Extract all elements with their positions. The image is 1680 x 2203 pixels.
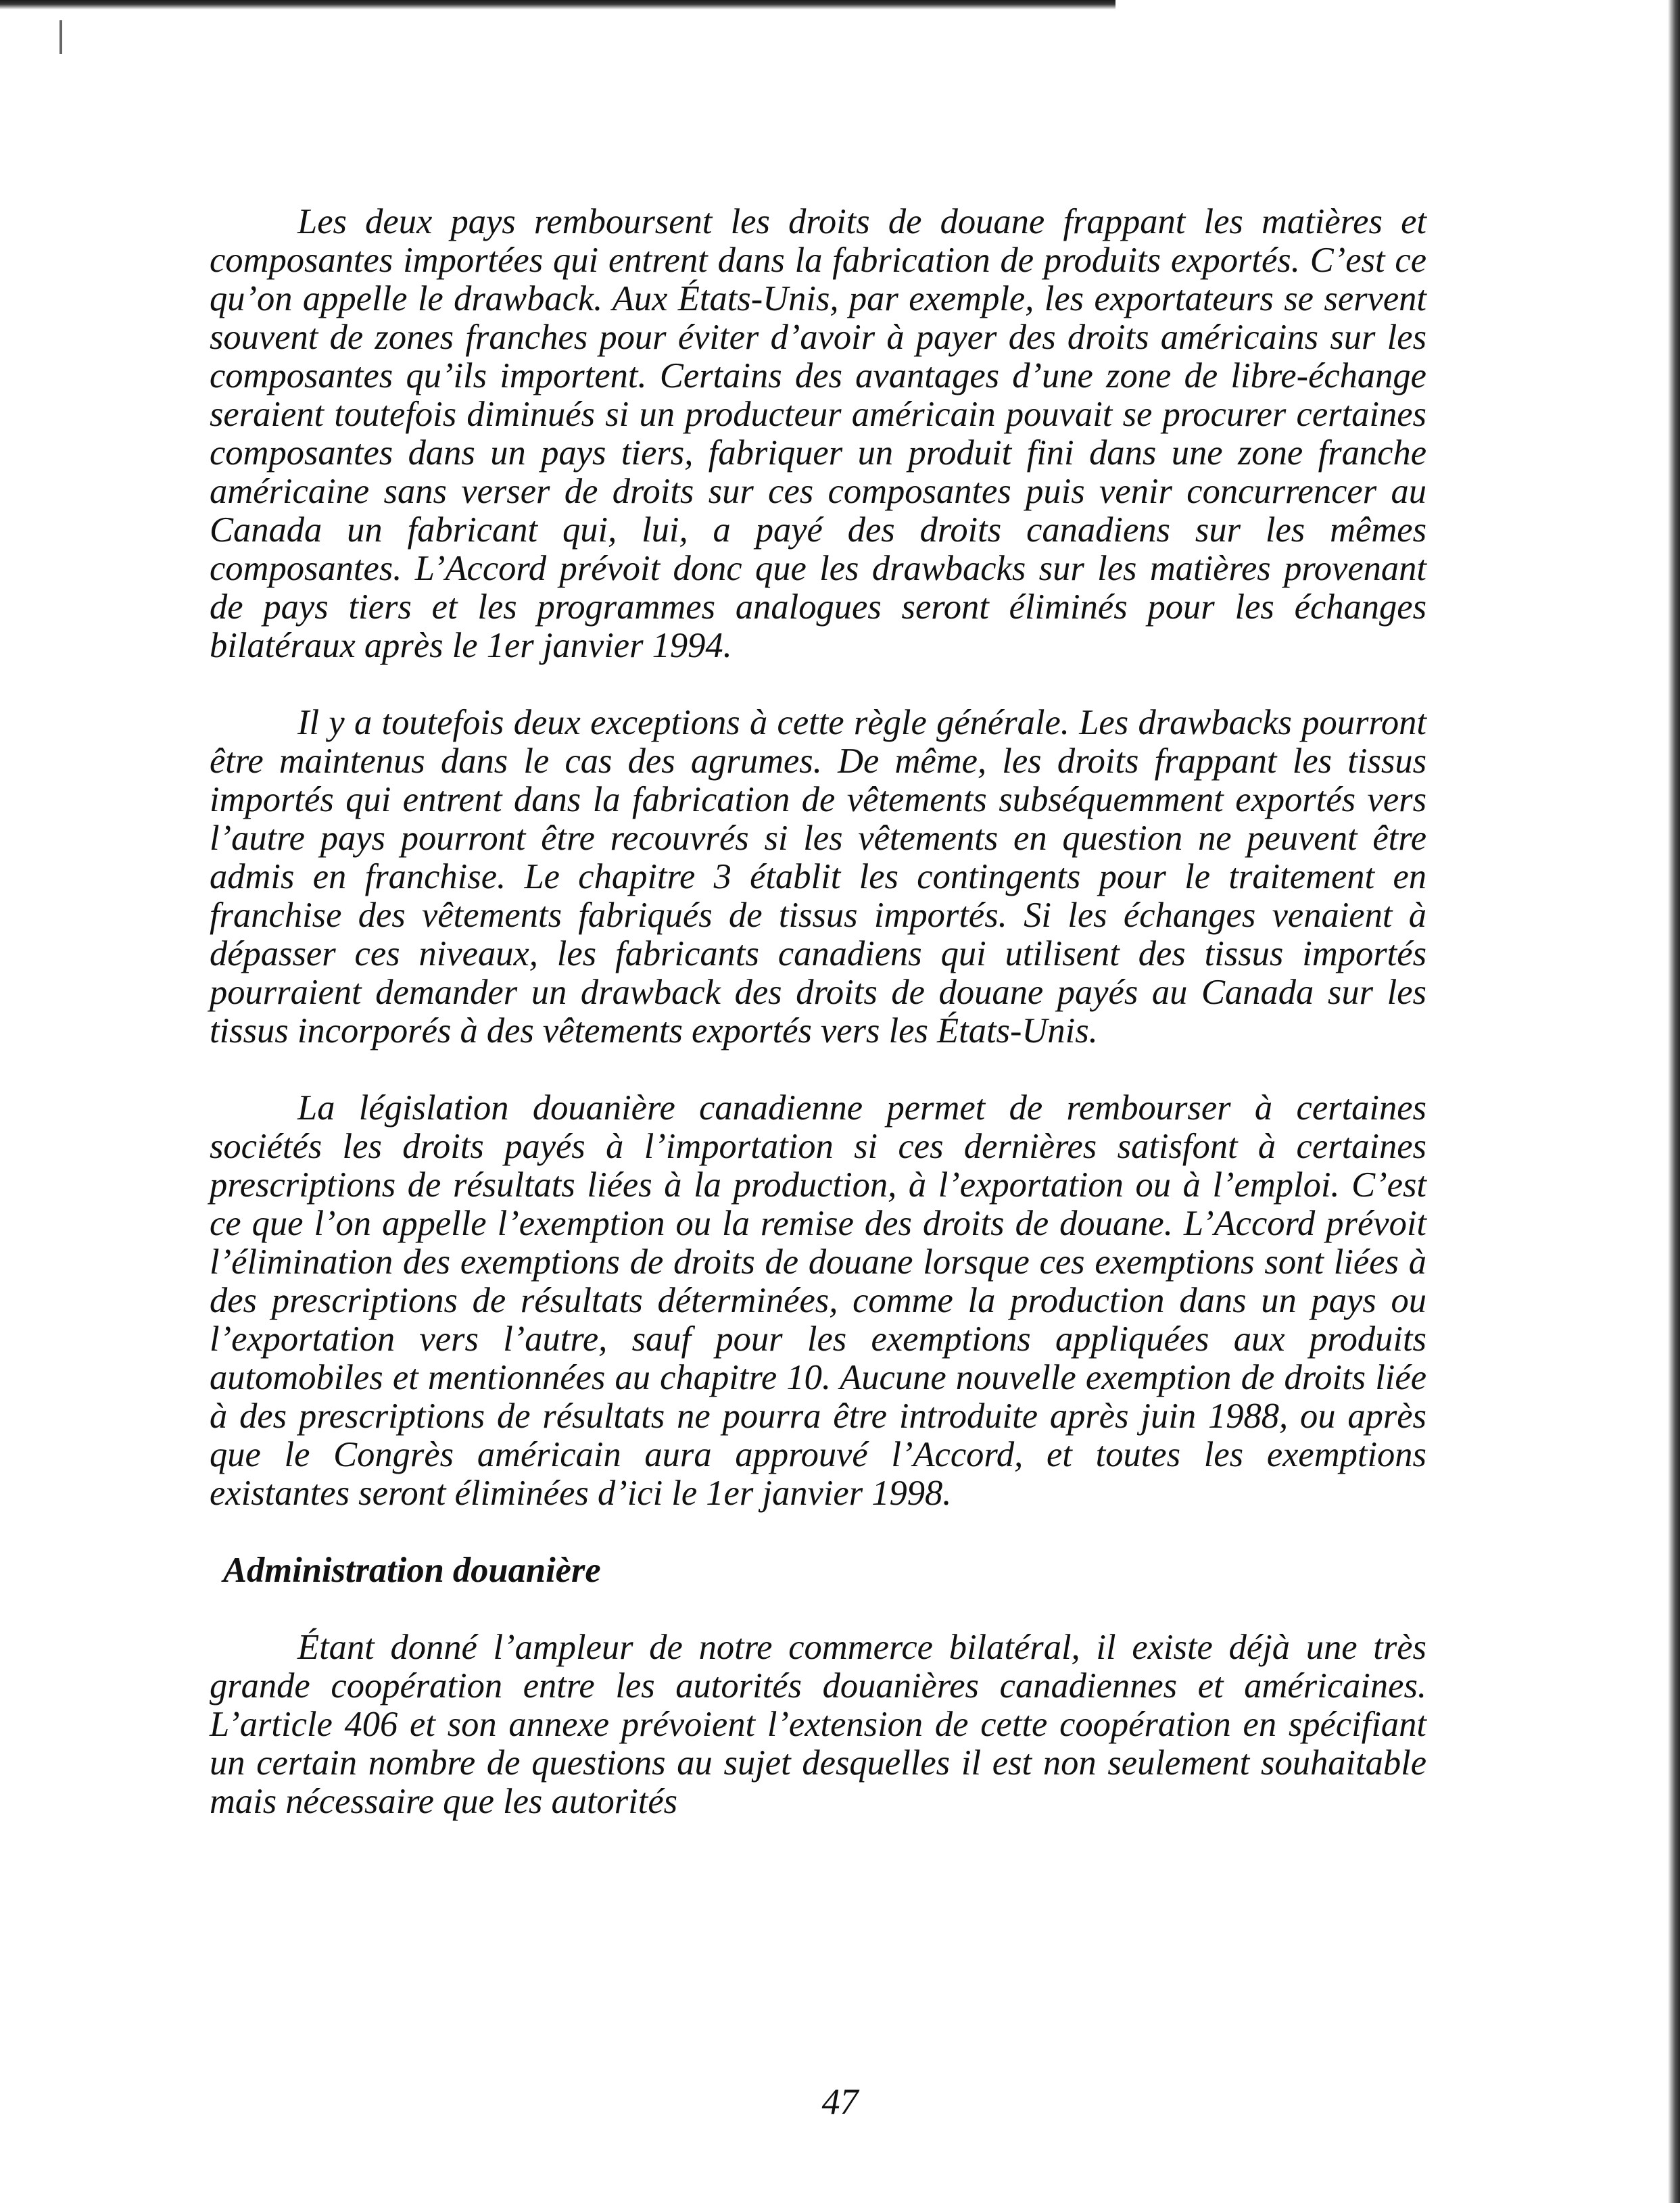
scan-shadow-top bbox=[0, 0, 1115, 9]
paragraph-exceptions: Il y a toutefois deux exceptions à cette règle générale. Les drawbacks pourront être maintenus dans le cas des agrumes. De même, les droits frappant les tissus importés qui entrent dans la fabrication de vêtements subséquemment exportés vers l’autre pays pourront être recouvrés si les vêtements en question ne peuvent être admis en franchise. Le chapitre 3 établit les contingents pour le traitement en franchise des vêtements fabriqués de tissus importés. Si les échanges venaient à dépasser ces niveaux, les fabricants canadiens qui utilisent des tissus importés pourraient demander un drawback des droits de douane payés au Canada sur les tissus incorporés à des vêtements exportés vers les États-Unis. bbox=[210, 703, 1426, 1050]
paragraph-drawback: Les deux pays remboursent les droits de douane frappant les matières et composantes importées qui entrent dans la fabrication de produits exportés. C’est ce qu’on appelle le drawback. Aux États-Unis, par exemple, les exportateurs se servent souvent de zones franches pour éviter d’avoir à payer des droits américains sur les composantes qu’ils importent. Certains des avantages d’une zone de libre-échange seraient toutefois diminués si un producteur américain pouvait se procurer certaines composantes dans un pays tiers, fabriquer un produit fini dans une zone franche américaine sans verser de droits sur ces composantes puis venir concurrencer au Canada un fabricant qui, lui, a payé des droits canadiens sur les mêmes composantes. L’Accord prévoit donc que les drawbacks sur les matières provenant de pays tiers et les programmes analogues seront éliminés pour les échanges bilatéraux après le 1er janvier 1994. bbox=[210, 202, 1426, 665]
page-number: 47 bbox=[821, 2081, 859, 2122]
scan-shadow-right bbox=[1668, 0, 1680, 2203]
scan-mark bbox=[59, 20, 62, 54]
section-heading: Administration douanière bbox=[223, 1551, 601, 1590]
body-text bbox=[210, 203, 1426, 1821]
paragraph-customs-cooperation: Étant donné l’ampleur de notre commerce bilatéral, il existe déjà une très grande coopération entre les autorités douanières canadiennes et américaines. L’article 406 et son annexe prévoient l’extension de cette coopération en spécifiant un certain nombre de questions au sujet desquelles il est non seulement souhaitable mais nécessaire que les autorités bbox=[210, 1628, 1426, 1821]
paragraph-exemptions: La législation douanière canadienne permet de rembourser à certaines sociétés les droits payés à l’importation si ces dernières satisfont à certaines prescriptions de résultats liées à la production, à l’exportation ou à l’emploi. C’est ce que l’on appelle l’exemption ou la remise des droits de douane. L’Accord prévoit l’élimination des exemptions de droits de douane lorsque ces exemptions sont liées à des prescriptions de résultats déterminées, comme la production dans un pays ou l’exportation vers l’autre, sauf pour les exemptions appliquées aux produits automobiles et mentionnées au chapitre 10. Aucune nouvelle exemption de droits liée à des prescriptions de résultats ne pourra être introduite après juin 1988, ou après que le Congrès américain aura approuvé l’Accord, et toutes les exemptions existantes seront éliminées d’ici le 1er janvier 1998. bbox=[210, 1088, 1426, 1513]
